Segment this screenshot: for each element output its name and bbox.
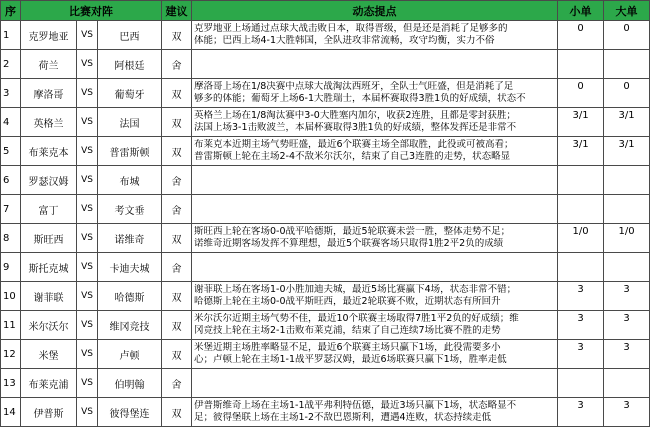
row-index: 1 [1,21,21,50]
away-team: 卡迪夫城 [98,253,162,282]
highlight-line2 [194,64,555,76]
vs-label: VS [77,282,98,311]
big-bet: 3/1 [604,137,650,166]
highlight-line2: 体能；巴西上场4-1大胜韩国，全队进攻非常流畅，攻守均衡，实力不俗 [194,35,495,46]
big-bet: 0 [604,79,650,108]
big-bet: 3 [604,311,650,340]
highlight-line1: 克罗地亚上场通过点球大战击败日本，取得晋级，但是还是消耗了足够多的 [194,23,508,34]
highlight-line2: 诺维奇近期客场发挥不算理想，最近5个联赛客场只取得1胜2平2负的成绩 [194,238,504,249]
small-bet: 3 [558,282,604,311]
away-team: 卢顿 [98,340,162,369]
highlight-text [192,224,558,253]
small-bet: 3/1 [558,108,604,137]
home-team: 米尔沃尔 [21,311,77,340]
vs-label: VS [77,79,98,108]
big-bet [604,369,650,398]
vs-label: VS [77,369,98,398]
big-bet [604,253,650,282]
away-team: 诺维奇 [98,224,162,253]
row-index: 2 [1,50,21,79]
small-bet: 3/1 [558,137,604,166]
big-bet: 3 [604,282,650,311]
recommendation: 舍 [162,369,192,398]
small-bet: 1/0 [558,224,604,253]
recommendation: 双 [162,282,192,311]
highlight-line2: 够多的体能；葡萄牙上场6-1大胜瑞士，本届杯赛取得3胜1负的好成绩，状态不 [194,93,526,104]
row-index: 11 [1,311,21,340]
highlight-line1 [194,197,555,209]
row-index: 10 [1,282,21,311]
highlight-line2 [194,383,555,395]
highlight-line2 [194,267,555,279]
home-team: 斯旺西 [21,224,77,253]
highlight-line2: 心；卢顿上轮在主场1-1战平罗瑟汉姆，最近6场联赛只赢下1场，胜率走低 [194,354,507,365]
vs-label: VS [77,340,98,369]
recommendation: 双 [162,311,192,340]
row-index: 8 [1,224,21,253]
highlight-text [192,369,558,398]
big-bet [604,195,650,224]
highlight-line1: 米堡近期主场胜率略显不足，最近6个联赛主场只赢下1场，此役需要多小 [194,342,501,353]
recommendation: 双 [162,340,192,369]
table-row [1,340,650,369]
table-row [1,50,650,79]
table-row [1,21,650,50]
recommendation: 双 [162,398,192,427]
highlight-line1: 斯旺西上轮在客场0-0战平哈德斯，最近5轮联赛未尝一胜，整体走势不足； [194,226,511,237]
small-bet: 0 [558,79,604,108]
recommendation: 舍 [162,166,192,195]
home-team: 米堡 [21,340,77,369]
row-index: 6 [1,166,21,195]
vs-label: VS [77,253,98,282]
recommendation: 舍 [162,195,192,224]
highlight-line1: 英格兰上场在1/8淘汰赛中3-0大胜塞内加尔，收获2连胜，且都是零封获胜； [194,110,516,121]
away-team: 伯明翰 [98,369,162,398]
row-index: 3 [1,79,21,108]
small-bet [558,253,604,282]
vs-label: VS [77,398,98,427]
big-bet: 0 [604,21,650,50]
highlight-text [192,282,558,311]
highlight-line1: 伊普斯维奇上场在主场1-1战平弗利特伍德，最近3场只赢下1场，状态略显不 [194,400,517,411]
header-recommend: 建议 [162,1,192,21]
home-team: 布莱克浦 [21,369,77,398]
highlight-text [192,137,558,166]
highlight-line2: 足；彼得堡联上场在主场1-2不敌巴恩斯利，遭遇4连败，状态持续走低 [194,412,492,423]
row-index: 9 [1,253,21,282]
highlight-line2: 冈竞技上轮在主场2-1击败布莱克浦，结束了自己连续7场比赛不胜的走势 [194,325,501,336]
away-team: 阿根廷 [98,50,162,79]
row-index: 14 [1,398,21,427]
highlight-text [192,108,558,137]
away-team: 普雷斯顿 [98,137,162,166]
away-team: 葡萄牙 [98,79,162,108]
row-index: 4 [1,108,21,137]
table-row [1,108,650,137]
highlight-line1: 谢菲联上场在客场1-0小胜加迪夫城，最近5场比赛赢下4场，状态非常不错； [194,284,517,295]
vs-label: VS [77,21,98,50]
big-bet: 1/0 [604,224,650,253]
highlight-line2: 法国上场3-1击败波兰，本届杯赛取得3胜1负的好成绩，整体发挥还是非常不 [194,122,517,133]
highlight-text [192,253,558,282]
header-match: 比赛对阵 [21,1,162,21]
header-big: 大单 [604,1,650,21]
away-team: 哈德斯 [98,282,162,311]
home-team: 伊普斯 [21,398,77,427]
highlight-text [192,79,558,108]
small-bet: 3 [558,311,604,340]
row-index: 13 [1,369,21,398]
table-row [1,398,650,427]
highlight-line1: 布莱克本近期主场气势旺盛，最近6个联赛主场全部取胜，此役或可被高看； [194,139,514,150]
highlight-text [192,21,558,50]
home-team: 荷兰 [21,50,77,79]
table-row [1,369,650,398]
highlight-line1 [194,255,555,267]
vs-label: VS [77,137,98,166]
away-team: 法国 [98,108,162,137]
highlight-line2 [194,180,555,192]
row-index: 5 [1,137,21,166]
highlight-text [192,340,558,369]
recommendation: 双 [162,224,192,253]
highlight-text [192,50,558,79]
recommendation: 舍 [162,50,192,79]
highlight-line1: 摩洛哥上场在1/8决赛中点球大战淘汰西班牙，全队士气旺盛，但是消耗了足 [194,81,514,92]
table-row [1,311,650,340]
header-highlights: 动态提点 [192,1,558,21]
home-team: 斯托克城 [21,253,77,282]
highlight-text [192,398,558,427]
small-bet [558,166,604,195]
home-team: 罗瑟汉姆 [21,166,77,195]
highlight-line2: 普雷斯顿上轮在主场2-4不敌米尔沃尔，结束了自己3连胜的走势，状态略显 [194,151,511,162]
table-row [1,79,650,108]
big-bet: 3 [604,340,650,369]
highlight-line1 [194,371,555,383]
home-team: 英格兰 [21,108,77,137]
home-team: 布莱克本 [21,137,77,166]
header-row [1,1,650,21]
highlight-text [192,311,558,340]
home-team: 谢菲联 [21,282,77,311]
highlight-line1 [194,52,555,64]
recommendation: 舍 [162,253,192,282]
row-index: 12 [1,340,21,369]
away-team: 维冈竞技 [98,311,162,340]
big-bet: 3/1 [604,108,650,137]
away-team: 彼得堡连 [98,398,162,427]
vs-label: VS [77,311,98,340]
big-bet: 3 [604,398,650,427]
small-bet [558,50,604,79]
table-row [1,195,650,224]
highlight-line1 [194,168,555,180]
recommendation: 双 [162,108,192,137]
highlight-text [192,195,558,224]
big-bet [604,166,650,195]
table-row [1,253,650,282]
away-team: 考文垂 [98,195,162,224]
small-bet [558,195,604,224]
small-bet: 3 [558,398,604,427]
home-team: 克罗地亚 [21,21,77,50]
away-team: 巴西 [98,21,162,50]
away-team: 布城 [98,166,162,195]
vs-label: VS [77,224,98,253]
highlight-line2 [194,209,555,221]
header-index: 序 [1,1,21,21]
table-row [1,166,650,195]
small-bet [558,369,604,398]
home-team: 富丁 [21,195,77,224]
header-small: 小单 [558,1,604,21]
recommendation: 双 [162,21,192,50]
table-row [1,137,650,166]
small-bet: 3 [558,340,604,369]
small-bet: 0 [558,21,604,50]
recommendation: 双 [162,137,192,166]
vs-label: VS [77,195,98,224]
vs-label: VS [77,50,98,79]
highlight-text [192,166,558,195]
vs-label: VS [77,166,98,195]
highlight-line1: 米尔沃尔近期主场气势不佳，最近10个联赛主场取得7胜1平2负的好成绩；维 [194,313,519,324]
home-team: 摩洛哥 [21,79,77,108]
row-index: 7 [1,195,21,224]
table-row [1,282,650,311]
table-row [1,224,650,253]
recommendation: 双 [162,79,192,108]
vs-label: VS [77,108,98,137]
big-bet [604,50,650,79]
highlight-line2: 哈德斯上轮在主场0-0战平斯旺西，最近2轮联赛不败，近期状态有所回升 [194,296,501,307]
